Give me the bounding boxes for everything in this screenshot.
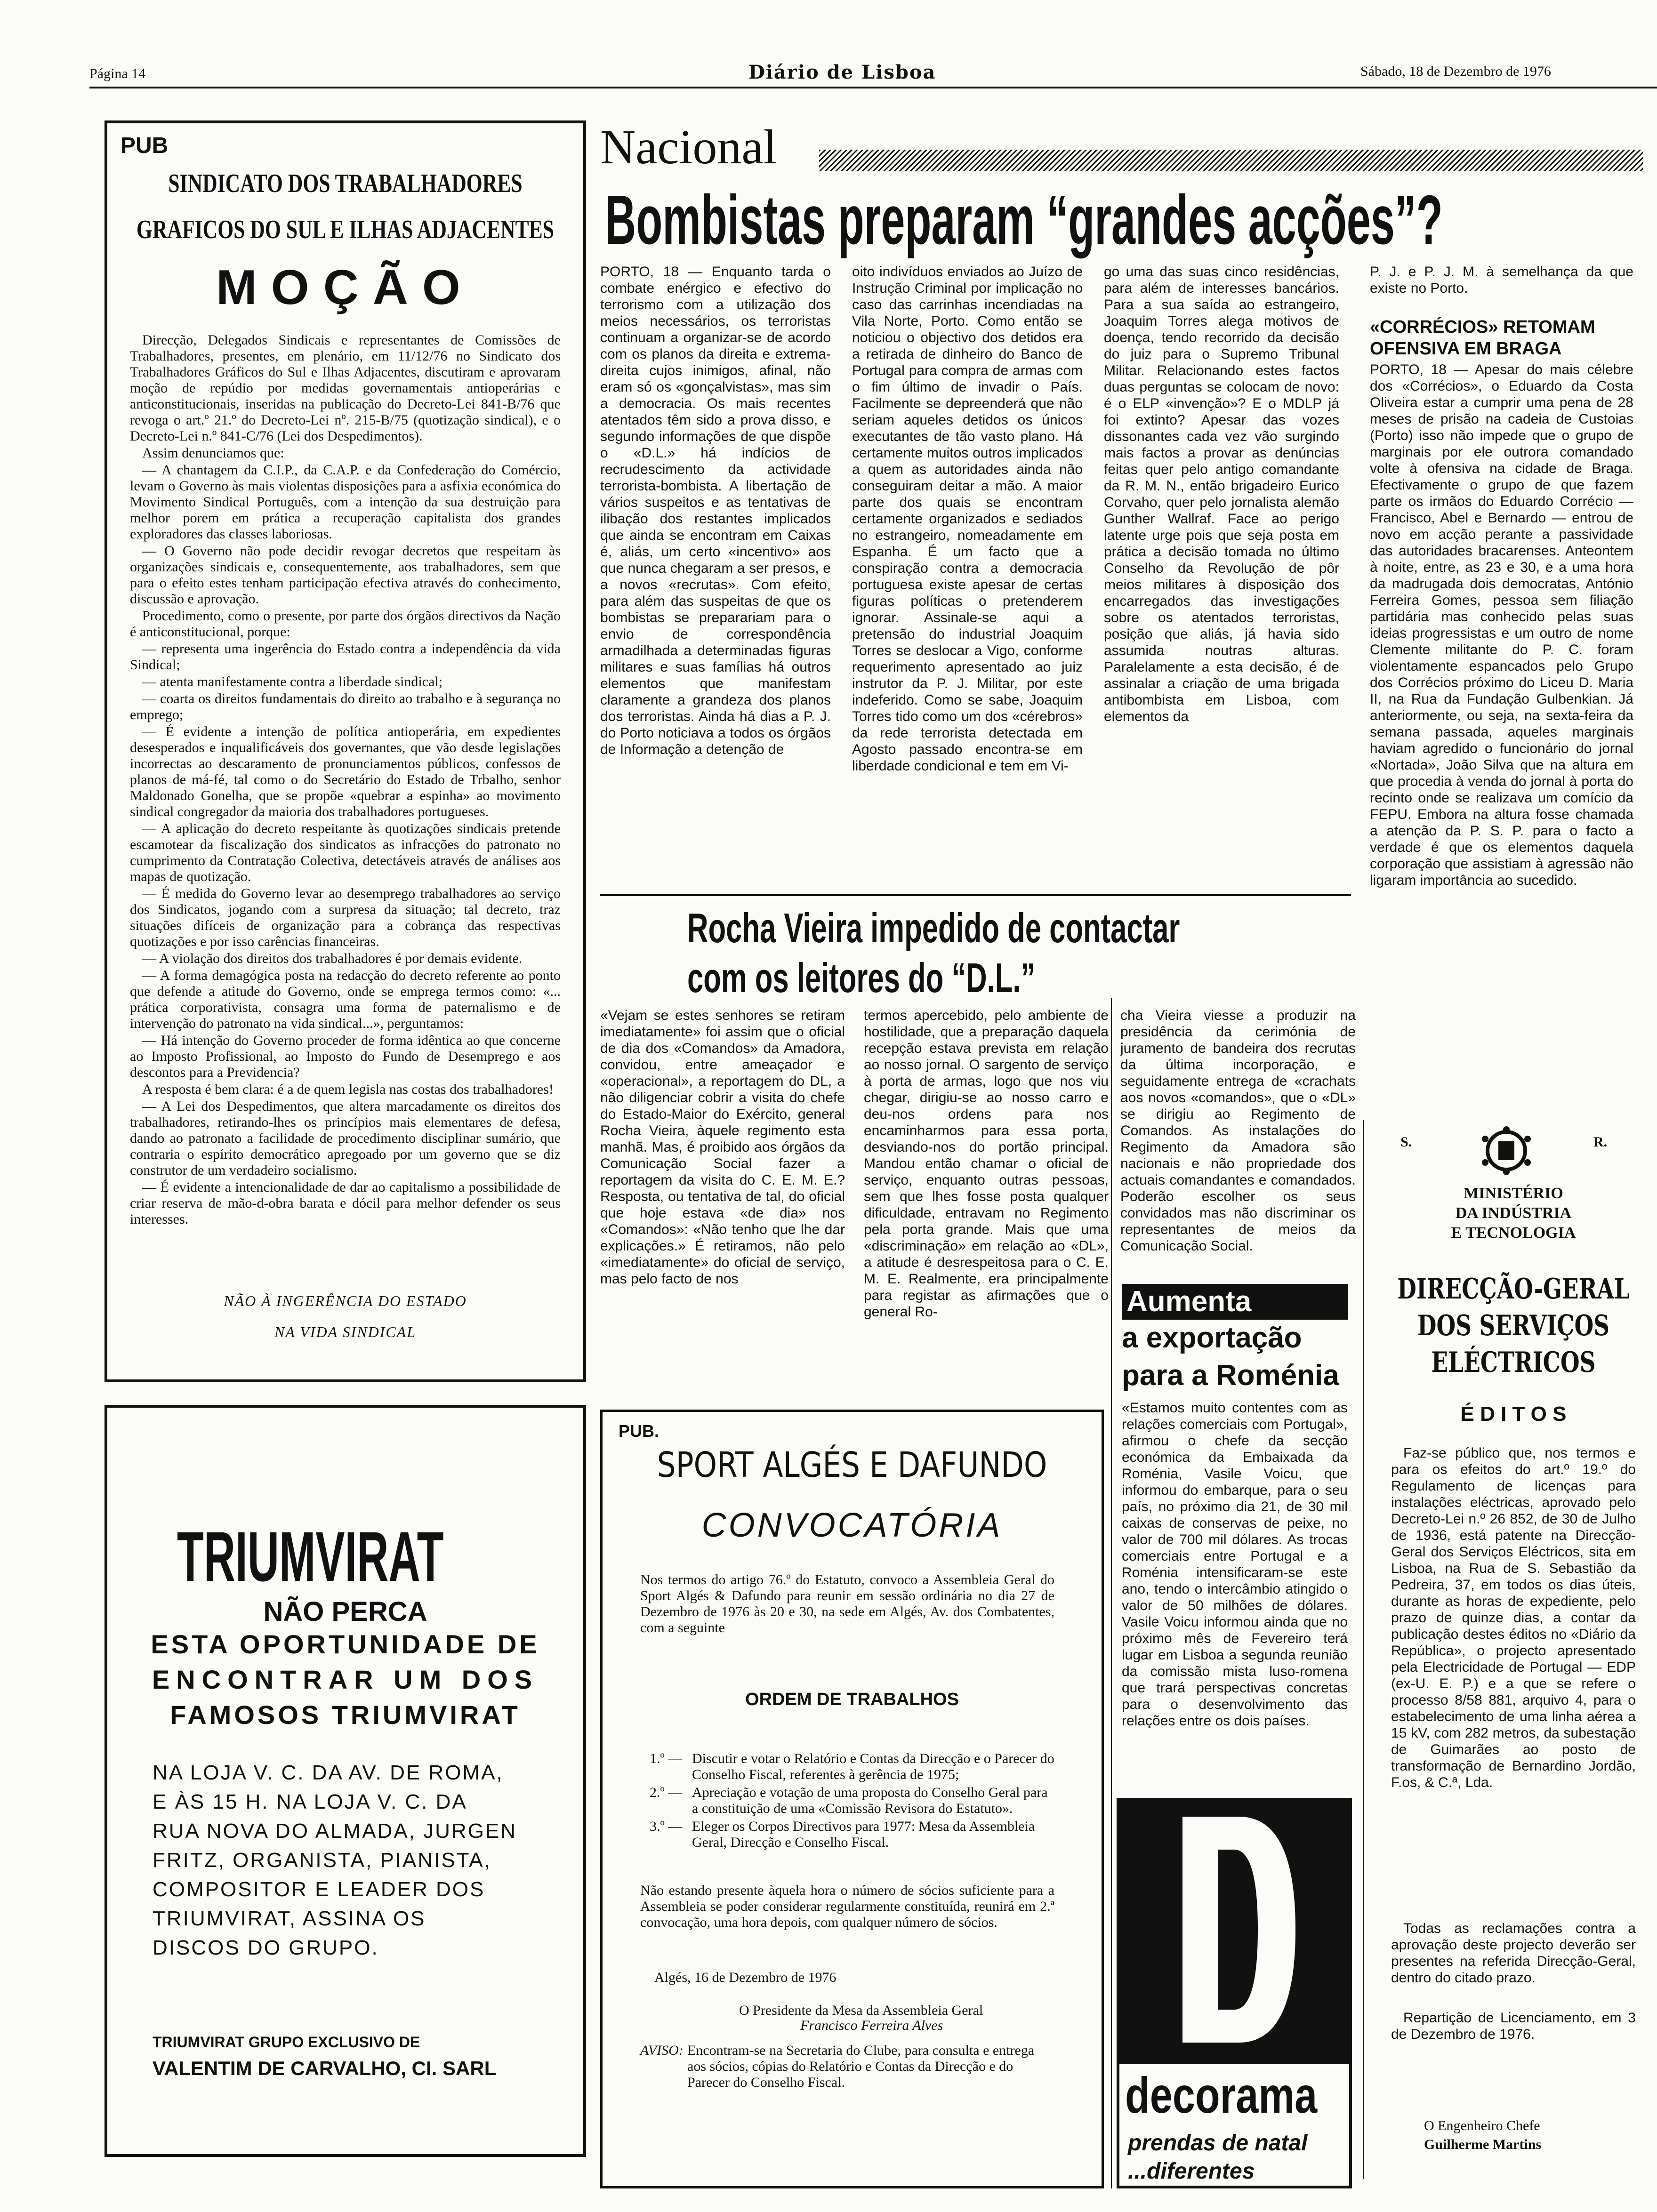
- mocao-paragraph: Procedimento, como o presente, por parte dos órgãos directivos da Nação é anticonstitucional, porque:: [130, 608, 561, 640]
- aviso-label: AVISO:: [640, 2043, 684, 2058]
- triumvirat-body-line: E ÀS 15 H. NA LOJA V. C. DA: [153, 1790, 467, 1813]
- agenda-item-number: 1.º —: [650, 1751, 683, 1766]
- direccao-title-1: DIRECÇÃO-GERAL: [1397, 1273, 1630, 1306]
- direccao-title-3: ELÉCTRICOS: [1431, 1346, 1596, 1379]
- decorama-brand: decorama: [1125, 2067, 1318, 2124]
- union-title-1: SINDICATO DOS TRABALHADORES: [168, 169, 523, 198]
- rocha-column: termos apercebido, pelo ambiente de hostilidade, que a preparação daquela recepção estava prevista em relação ao nosso jornal. O sargento de serviço à porta de armas, logo que nos viu chegar, dirigiu-se ao nosso carro e deu-nos ordens para nos encaminharmos para essa porta, desviando-nos do portão principal. Mandou então chamar o oficial de serviço, enquanto outras pessoas, sem que lhes fosse posta qualquer dificuldade, entravam no Regimento pela porta grande. Mais que uma «discriminação» em relação ao «DL», a atitude é desrespeitosa para o C. E. M. E. Realmente, era principalmente para registar as afirmações que o general Ro-: [864, 1008, 1109, 1320]
- pub-label: PUB.: [619, 1421, 660, 1441]
- agenda-item-number: 2.º —: [650, 1785, 683, 1800]
- romenia-headline-3: para a Roménia: [1122, 1359, 1339, 1392]
- mocao-paragraph: A resposta é bem clara: é a de quem legisla nas costas dos trabalhadores!: [142, 1082, 554, 1097]
- section-hatch-rule: [819, 150, 1643, 171]
- agenda-item-text: Apreciação e votação de uma proposta do Conselho Geral para a constituição de uma «Comissão Revisora do Estatuto».: [692, 1785, 1048, 1816]
- mocao-paragraph: — É evidente a intenção de política antioperária, em expedientes desesperados e inqualificáveis dos governantes, que vão desde legislações incorrectas ao descaramento de pronunciamentos públicos, confessos de planos de má-fé, tal como o do Secretário do Estado de Trbalho, senhor Maldonado Gonelha, que se propõe «quebrar a espinha» ao movimento sindical congregador da maioria dos trabalhadores portugueses.: [130, 724, 561, 819]
- mocao-paragraph: — Há intenção do Governo proceder de forma idêntica ao que concerne ao Imposto Profissional, ao Imposto do Fundo de Desemprego e aos descontos para a Previdencia?: [130, 1033, 561, 1080]
- aviso-text: Encontram-se na Secretaria do Clube, para consulta e entrega aos sócios, cópias do Relatório e Contas da Direcção e do Parecer do Conselho Fiscal.: [687, 2043, 1035, 2090]
- editos-body: Faz-se público que, nos termos e para os efeitos do art.º 19.º do Regulamento de licenças para instalações eléctricas, aprovado pelo Decreto-Lei n.º 26 852, de 30 de Julho de 1936, está patente na Direcção-Geral dos Serviços Eléctricos, sita em Lisboa, na Rua de S. Sebastião da Pedreira, 37, em todos os dias úteis, durante as horas de expediente, pelo prazo de quinze dias, a contar da publicação destes éditos no «Diário da República», o projecto apresentado pela Electricidade de Portugal — EDP (ex-U. E. P.) e a que se refere o processo 8/58 881, arquivo 4, para o estabelecimento de uma linha aérea a 15 kV, com 282 metros, da subestação de Guimarães ao posto de transformação de Bernardino Jordão, F.os, & C.ª, Lda.: [1391, 1445, 1636, 1790]
- agenda-title: ORDEM DE TRABALHOS: [745, 1690, 959, 1709]
- sindicato-ad: [105, 120, 586, 1382]
- ministry-line-3: E TECNOLOGIA: [1451, 1224, 1576, 1242]
- club-name: SPORT ALGÉS E DAFUNDO: [657, 1445, 1047, 1485]
- editos-reparticao: Repartição de Licenciamento, em 3 de Dezembro de 1976.: [1391, 2010, 1636, 2042]
- mocao-paragraph: Assim denunciamos que:: [142, 445, 284, 461]
- place-date: Algés, 16 de Dezembro de 1976: [654, 1970, 837, 1985]
- mocao-paragraph: — É medida do Governo levar ao desemprego trabalhadores ao serviço dos Sindicatos, jogando com a surpresa da situação; tal decreto, traz situações difíceis de organização para a cobrança das respectivas quotizações e por isso carências financeiras.: [130, 886, 561, 949]
- mocao-heading: MOÇÃO: [216, 260, 475, 315]
- coat-of-arms-icon: [1476, 1125, 1537, 1177]
- mocao-paragraph: — A chantagem da C.I.P., da C.A.P. e da Confederação do Comércio, levam o Governo às mais violentas disposições para a asfixia económica do Movimento Sindical Português, com a intenção da sua destruição para melhor porem em prática a recuperação capitalista dos grandes exploradores das classes laboriosas.: [130, 462, 561, 542]
- union-title-2: GRAFICOS DO SUL E ILHAS ADJACENTES: [136, 215, 555, 244]
- engineer-name: Guilherme Martins: [1424, 2137, 1542, 2152]
- triumvirat-line: ENCONTRAR UM DOS: [152, 1665, 539, 1694]
- editos-reclamacoes: Todas as reclamações contra a aprovação deste projecto deverão ser presentes na referida Direcção-Geral, dentro do citado prazo.: [1391, 1921, 1636, 1986]
- sport-alges-ad: [600, 1410, 1104, 2188]
- mocao-paragraph: — É evidente a intencionalidade de dar ao capitalismo a possibilidade de criar reserva de mão-d-obra barata e dócil para melhor defender os seus interesses.: [130, 1179, 561, 1227]
- triumvirat-body-line: NA LOJA V. C. DA AV. DE ROMA,: [153, 1761, 504, 1784]
- romenia-headline-2: a exportação: [1122, 1322, 1302, 1354]
- mocao-paragraph: — representa uma ingerência do Estado contra a independência da vida Sindical;: [130, 641, 561, 673]
- triumvirat-body-line: TRIUMVIRAT, ASSINA OS: [153, 1907, 426, 1930]
- mocao-paragraph: — O Governo não pode decidir revogar decretos que respeitam às organizações sindicais e, consequentemente, aos trabalhadores, sem que para o efeito estes tenham participação efectiva através do conhecimento, discussão e aprovação.: [130, 543, 561, 607]
- convocatoria-intro: Nos termos do artigo 76.º do Estatuto, convoco a Assembleia Geral do Sport Algés & Dafundo para reunir em sessão ordinária no dia 27 de Dezembro de 1976 às 20 e 30, na sede em Algés, Av. dos Combatentes, com a seguinte: [640, 1572, 1054, 1635]
- triumvirat-footer-1: TRIUMVIRAT GRUPO EXCLUSIVO DE: [153, 2034, 420, 2051]
- main-headline: Bombistas preparam “grandes acções”?: [605, 181, 1443, 259]
- ministry-line-2: DA INDÚSTRIA: [1455, 1204, 1572, 1222]
- editos-heading: É D I T O S: [1460, 1403, 1567, 1426]
- mocao-paragraph: — A aplicação do decreto respeitante às quotizações sindicais pretende escamotear da fiscalização dos sindicatos as infracções do patronato no cumprimento da Contratação Colectiva, detectáveis através de análises aos mapas de quotização.: [130, 821, 561, 884]
- sub-headline: «CORRÉCIOS» RETOMAM OFENSIVA EM BRAGA: [1370, 317, 1595, 359]
- divider-rule: [600, 894, 1351, 896]
- triumvirat-body-line: COMPOSITOR E LEADER DOS: [153, 1878, 485, 1901]
- masthead: Diário de Lisboa: [748, 61, 936, 83]
- ministerio-notice: [1382, 1125, 1645, 2188]
- sr-right: R.: [1593, 1134, 1608, 1150]
- rocha-headline-2: com os leitores do “D.L.”: [687, 954, 1036, 1001]
- rocha-column: «Vejam se estes senhores se retiram imediatamente» foi assim que o oficial de dia dos «Comandos» da Amadora, convidou, entre ameaçador e «operacional», a reportagem do DL, a não diligenciar cobrir a visita do chefe do Estado-Maior do Exército, general Rocha Vieira, àquele regimento esta manhã. Mas, é proibido aos órgãos da Comunicação Social fazer a reportagem da visita do C. E. M. E.? Resposta, ou tentativa de tal, do oficial que hoje estava «de dia» nos «Comandos»: «Não tenho que lhe dar explicações.» É retiramos, não pelo «imediatamente» do oficial de serviço, mas pelo facto de nos: [600, 1008, 845, 1287]
- sr-left: S.: [1400, 1134, 1412, 1150]
- direccao-title-2: DOS SERVIÇOS: [1417, 1309, 1610, 1342]
- agenda-item-text: Eleger os Corpos Directivos para 1977: Mesa da Assembleia Geral, Direcção e Conselho Fiscal.: [692, 1819, 1035, 1850]
- triumvirat-footer-2: VALENTIM DE CARVALHO, CI. SARL: [153, 2057, 497, 2079]
- article-column: PORTO, 18 — Enquanto tarda o combate enérgico e efectivo do terrorismo com a utilização dos meios necessários, os terroristas continuam a organizar-se de acordo com os planos da direita e extrema-direita cujos inimigos, afinal, não eram só os «gonçalvistas», mas sim a democracia. Os mais recentes atentados têm sido a prova disso, e segundo informações de que dispõe o «D.L.» há indícios de recrudescimento da actividade terrorista-bombista. A libertação de vários suspeitos e as tentativas de ilibação dos restantes implicados que ainda se encontram em Caixas é, aliás, um certo «incentivo» aos que nunca chegaram a ser presos, e a novos «recrutas». Com efeito, para além das suspeitas de que os bombistas se preparariam para o envio de correspondência armadilhada a determinadas figuras militares e suas famílias há outros elementos que manifestam claramente a grandeza dos planos dos terroristas. Ainda há dias a P. J. do Porto noticiava a todos os órgãos de Informação a detenção de: [600, 264, 831, 757]
- signature-title: O Presidente da Mesa da Assembleia Geral: [739, 2003, 983, 2018]
- engineer-title: O Engenheiro Chefe: [1424, 2118, 1540, 2133]
- romenia-headline-box: [1122, 1284, 1348, 1320]
- mocao-paragraph: — A Lei dos Despedimentos, que altera marcadamente os direitos dos trabalhadores, retirando-lhes os princípios mais elementares de defesa, dando ao patronato a facilidade de procedimento disciplinar sumário, que contraria o espírito democrático apregoado por um governo que se diz construtor de um verdadeiro socialismo.: [130, 1098, 561, 1178]
- page-number: Página 14: [89, 66, 146, 81]
- convocatoria-title: CONVOCATÓRIA: [701, 1507, 1003, 1544]
- triumvirat-body-line: RUA NOVA DO ALMADA, JURGEN: [153, 1819, 517, 1843]
- ministry-line-1: MINISTÉRIO: [1464, 1185, 1563, 1202]
- romenia-headline-1: Aumenta: [1126, 1285, 1252, 1318]
- rocha-column: cha Vieira viesse a produzir na presidência da cerimónia de juramento de bandeira dos recrutas da última incorporação, e seguidamente entrega de «crachats aos novos «comandos», que o «DL» se dirigiu ao Regimento de Comandos. As instalações do Regimento da Amadora são nacionais e não propriedade dos actuais comandantes e comandados. Poderão escolher os seus convidados mas não discriminar os representantes de meios da Comunicação Social.: [1120, 1008, 1356, 1254]
- triumvirat-line: FAMOSOS TRIUMVIRAT: [170, 1700, 521, 1730]
- romenia-article: «Estamos muito contentes com as relações comerciais com Portugal», afirmou o chefe da secção económica da Embaixada da Roménia, Vasile Voicu, que informou do embarque, para o seu país, no próximo dia 21, de 30 mil caixas de conservas de peixe, no valor de 700 mil dólares. As trocas comerciais entre Portugal e a Roménia intensificaram-se este ano, tendo o intercâmbio atingido o valor de 50 milhões de dólares. Vasile Voicu informou ainda que no próximo mês de Fevereiro terá lugar em Lisboa a segunda reunião da comissão mista luso-romena que trará perspectivas concretas para o desenvolvimento das relações entre os dois países.: [1122, 1400, 1348, 1729]
- mocao-paragraph: — A forma demagógica posta na redacção do decreto referente ao ponto que defende a atitude do Governo, onde se emprega termos como: «... prática corporativista, consagra uma forma de paternalismo e de intervenção do patronato na vida sindical...», perguntamos:: [130, 968, 561, 1031]
- article-column-continued: P. J. e P. J. M. à semelhança da que existe no Porto.: [1370, 264, 1633, 296]
- signature-name: Francisco Ferreira Alves: [800, 2018, 943, 2033]
- decorama-logo-graphic: [1117, 1798, 1352, 2061]
- triumvirat-line: NÃO PERCA: [263, 1596, 427, 1627]
- column-rule: [1363, 1120, 1364, 2179]
- mocao-paragraph: — A violação dos direitos dos trabalhadores é por demais evidente.: [142, 951, 523, 966]
- slogan-line-1: NÃO À INGERÊNCIA DO ESTADO: [224, 1292, 467, 1309]
- issue-date: Sábado, 18 de Dezembro de 1976: [1360, 64, 1551, 79]
- mocao-paragraph: — atenta manifestamente contra a liberdade sindical;: [142, 674, 443, 689]
- corrécios-article: PORTO, 18 — Apesar do mais célebre dos «Corrécios», o Eduardo da Costa Oliveira estar a cumprir uma pena de 28 meses de prisão na cadeia de Custoias (Porto) isso não impede que o grupo de marginais por ele outrora comandado volte à ofensiva na cidade de Braga. Efectivamente o grupo de que fazem parte os irmãos do Eduardo Corrécio — Francisco, Abel e Bernardo — entrou de novo em acção perante a passividade das autoridades bracarenses. Anteontem à noite, entre, as 23 e 30, e a uma hora da madrugada dois democratas, António Ferreira Gomes, pessoa sem filiação partidária mas conhecido pelas suas ideias progressistas e um outro de nome Clemente militante do P. C. foram violentamente espancados pelo Grupo dos Corrécios próximo do Liceu D. Maria II, na Rua da Fundação Gulbenkian. Já anteriormente, ou seja, na sexta-feira da semana passada, aqueles marginais haviam agredido o funcionário do jornal «Nortada», João Silva que na altura em que procedia à venda do jornal à porta do recinto onde se realizava um comício da FEPU. Embora na altura fosse chamada a atenção da P. S. P. para o facto a verdade é que os elementos daquela corporação que assistiam à agressão não ligaram importância ao sucedido.: [1370, 362, 1633, 888]
- section-title: Nacional: [600, 120, 777, 174]
- triumvirat-body-line: FRITZ, ORGANISTA, PIANISTA,: [153, 1849, 491, 1872]
- article-column: oito indivíduos enviados ao Juízo de Instrução Criminal por implicação no caso das carrinhas incendiadas na Vila Norte, Porto. Como então se noticiou o objectivo dos detidos era a retirada de dinheiro do Banco de Portugal para compra de armas com o fim último de invadir o País. Facilmente se depreenderá que não seriam aqueles detidos os únicos executantes de tão vasto plano. Há certamente muitos outros implicados a quem as autoridades ainda não conseguiram deitar a mão. A maior parte dos quais se encontram certamente organizados e sediados no estrangeiro, nomeadamente em Espanha. É um facto que a conspiração contra a democracia portuguesa existe apesar de certas figuras políticas o pretenderem ignorar. Assinale-se aqui a pretensão do industrial Joaquim Torres se deslocar a Vigo, conforme requerimento apresentado ao juiz instrutor da P. J. Militar, por este indeferido. Como se sabe, Joaquim Torres tido como um dos «cérebros» da rede terrorista detectada em Agosto passado encontra-se em liberdade condicional e tem em Vi-: [852, 264, 1083, 774]
- decorama-tagline-2: ...diferentes: [1128, 2159, 1255, 2184]
- agenda-item-number: 3.º —: [650, 1819, 683, 1834]
- decorama-tagline-1: prendas de natal: [1128, 2131, 1308, 2156]
- slogan-line-2: NA VIDA SINDICAL: [274, 1323, 417, 1340]
- header-rule: [89, 87, 1657, 88]
- column-rule: [1111, 998, 1112, 2188]
- triumvirat-line: ESTA OPORTUNIDADE DE: [151, 1629, 540, 1659]
- agenda-item-text: Discutir e votar o Relatório e Contas da Direcção e o Parecer do Conselho Fiscal, referentes à gerência de 1975;: [692, 1751, 1054, 1782]
- mocao-paragraph: — coarta os direitos fundamentais do direito ao trabalho e à segurança no emprego;: [130, 691, 561, 722]
- triumvirat-body-line: DISCOS DO GRUPO.: [153, 1936, 379, 1959]
- article-column: go uma das suas cinco residências, para além de interesses bancários. Para a sua saída ao estrangeiro, Joaquim Torres alega motivos de doença, tendo recorrido da decisão do juiz para o Supremo Tribunal Militar. Relacionando estes factos duas perguntas se colocam de novo: é o ELP «invenção»? E o MDLP já foi extinto? Apesar das vozes dissonantes cada vez vão surgindo mais factos a provar as denúncias feitas quer pelo antigo comandante da R. M. N., então brigadeiro Eurico Corvaho, quer pelo jornalista alemão Gunther Wallraf. Face ao perigo latente urge pois que seja posta em prática a decisão tomada no último Conselho da Revolução de pôr meios militares à disposição dos encarregados das investigações sobre os atentados terroristas, posição que aliás, já havia sido assumida noutras alturas. Paralelamente a esta decisão, é de assinalar a criação de uma brigada antibombista em Lisboa, com elementos da: [1104, 264, 1339, 724]
- decorama-ad: [1117, 1798, 1352, 2188]
- rocha-headline-1: Rocha Vieira impedido de contactar: [687, 905, 1180, 951]
- pub-label: PUB: [121, 133, 169, 158]
- mocao-intro: Direcção, Delegados Sindicais e representantes de Comissões de Trabalhadores, presentes, em plenário, em 11/12/76 no Sindicato dos Trabalhadores Gráficos do Sul e Ilhas Adjacentes, discutiram e aprovaram moção de repúdio por medidas governamentais antioperárias e anticonstitucionais, inseridas na publicação do Decreto-Lei 841-B/76 que revoga o art.º 21.º do Decreto-Lei nº. 215-B/75 (quotização sindical), e o Decreto-Lei n.º 841-C/76 (Lei dos Despedimentos).: [130, 332, 561, 444]
- triumvirat-ad: [105, 1405, 586, 2157]
- quorum-note: Não estando presente àquela hora o número de sócios suficiente para a Assembleia se poder considerar regularmente constituída, reunirá em 2.ª convocação, uma hora depois, com qualquer número de sócios.: [640, 1883, 1054, 1930]
- triumvirat-title: TRIUMVIRAT: [177, 1517, 444, 1596]
